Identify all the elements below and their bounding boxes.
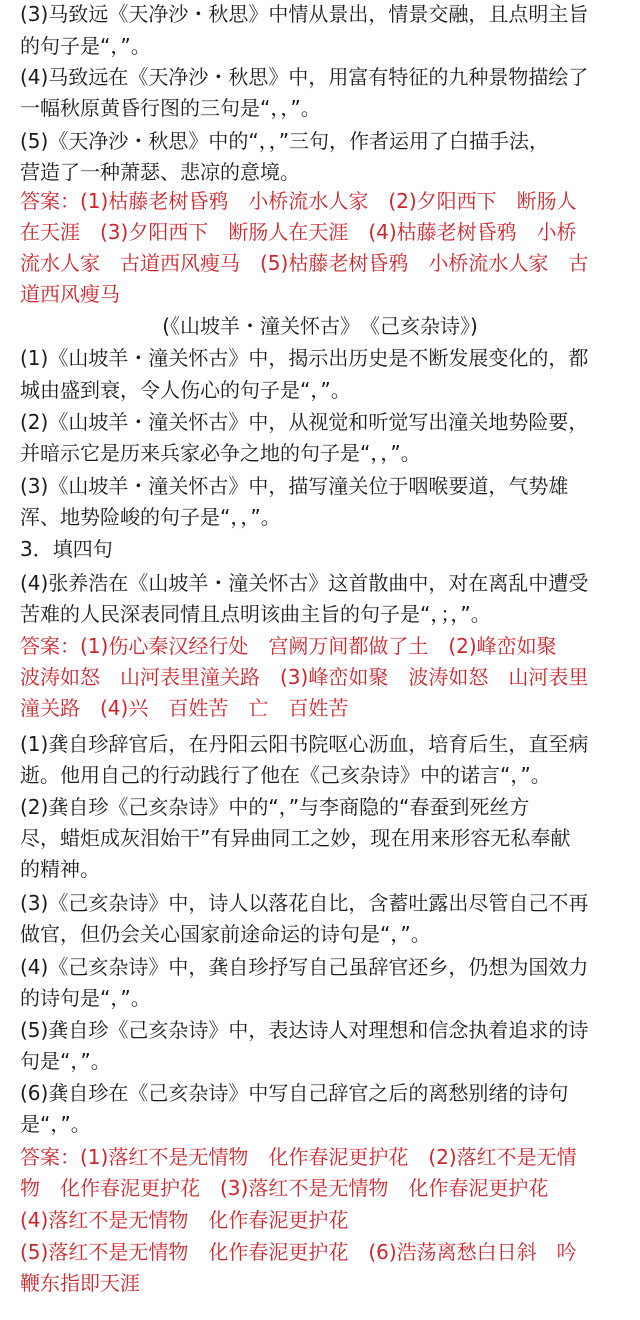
answer-line: 答案：(1)枯藤老树昏鸦 小桥流水人家 (2)夕阳西下 断肠人 (20, 189, 577, 213)
question-line: (5)《天净沙・秋思》中的“，，”三句，作者运用了白描手法， (20, 129, 550, 153)
section-heading: (《山坡羊・潼关怀古》 《己亥杂诗》) (162, 314, 478, 338)
question-line: 城由盛到衰，令人伤心的句子是“，”。 (20, 378, 351, 402)
answer-line: 道西风瘦马 (20, 282, 120, 306)
question-line: 苦难的人民深表同情且点明该曲主旨的句子是“，；，”。 (20, 602, 491, 626)
question-line: (4)马致远在《天净沙・秋思》中，用富有特征的九种景物描绘了 (20, 65, 589, 89)
question-line: 句是“，”。 (20, 1049, 111, 1073)
answer-line: 在天涯 (3)夕阳西下 断肠人在天涯 (4)枯藤老树昏鸦 小桥 (20, 220, 577, 244)
question-line: (4)张养浩在《山坡羊・潼关怀古》这首散曲中，对在离乱中遭受 (20, 571, 589, 595)
answer-line: (5)落红不是无情物 化作春泥更护花 (6)浩荡离愁白日斜 吟 (20, 1240, 577, 1264)
question-line: (3)马致远《天净沙・秋思》中情从景出，情景交融，且点明主旨 (20, 2, 589, 26)
question-line: (3)《山坡羊・潼关怀古》中，描写潼关位于咽喉要道，气势雄 (20, 474, 569, 498)
question-line: (3)《己亥杂诗》中，诗人以落花自比，含蓄吐露出尽管自己不再 (20, 891, 589, 915)
answer-line: 流水人家 古道西风瘦马 (5)枯藤老树昏鸦 小桥流水人家 古 (20, 251, 589, 275)
answer-line: 鞭东指即天涯 (20, 1271, 140, 1295)
question-line: 的诗句是“，”。 (20, 986, 151, 1010)
question-line: (4)《己亥杂诗》中，龚自珍抒写自己虽辞官还乡，仍想为国效力 (20, 955, 589, 979)
question-line: 营造了一种萧瑟、悲凉的意境。 (20, 160, 300, 184)
question-line: 的句子是“，”。 (20, 34, 151, 58)
question-line: 的精神。 (20, 857, 100, 881)
question-line: (2)《山坡羊・潼关怀古》中，从视觉和听觉写出潼关地势险要， (20, 410, 589, 434)
question-line: 3．填四句 (20, 537, 113, 561)
question-line: (6)龚自珍在《己亥杂诗》中写自己辞官之后的离愁别绪的诗句 (20, 1081, 569, 1105)
question-line: 尽，蜡炬成灰泪始干”有异曲同工之妙，现在用来形容无私奉献 (20, 826, 571, 850)
question-line: (1)《山坡羊・潼关怀古》中，揭示出历史是不断发展变化的，都 (20, 346, 589, 370)
answer-line: (4)落红不是无情物 化作春泥更护花 (20, 1208, 349, 1232)
question-line: (1)龚自珍辞官后，在丹阳云阳书院呕心沥血，培育后生，直至病 (20, 732, 589, 756)
answer-line: 答案：(1)落红不是无情物 化作春泥更护花 (2)落红不是无情 (20, 1145, 577, 1169)
answer-line: 物 化作春泥更护花 (3)落红不是无情物 化作春泥更护花 (20, 1176, 549, 1200)
question-line: 一幅秋原黄昏行图的三句是“，，”。 (20, 96, 321, 120)
answer-line: 答案：(1)伤心秦汉经行处 宫阙万间都做了土 (2)峰峦如聚 (20, 634, 557, 658)
question-line: 是“，”。 (20, 1112, 91, 1136)
answer-line: 波涛如怒 山河表里潼关路 (3)峰峦如聚 波涛如怒 山河表里 (20, 665, 589, 689)
question-line: 做官，但仍会关心国家前途命运的诗句是“，”。 (20, 922, 431, 946)
question-line: 浑、地势险峻的句子是“，，”。 (20, 505, 281, 529)
question-line: (5)龚自珍《己亥杂诗》中，表达诗人对理想和信念执着追求的诗 (20, 1018, 589, 1042)
question-line: 逝。他用自己的行动践行了他在《己亥杂诗》中的诺言“，”。 (20, 763, 551, 787)
question-line: 并暗示它是历来兵家必争之地的句子是“，，”。 (20, 441, 421, 465)
answer-line: 潼关路 (4)兴 百姓苦 亡 百姓苦 (20, 696, 349, 720)
question-line: (2)龚自珍《己亥杂诗》中的“，”与李商隐的“春蚕到死丝方 (20, 795, 530, 819)
